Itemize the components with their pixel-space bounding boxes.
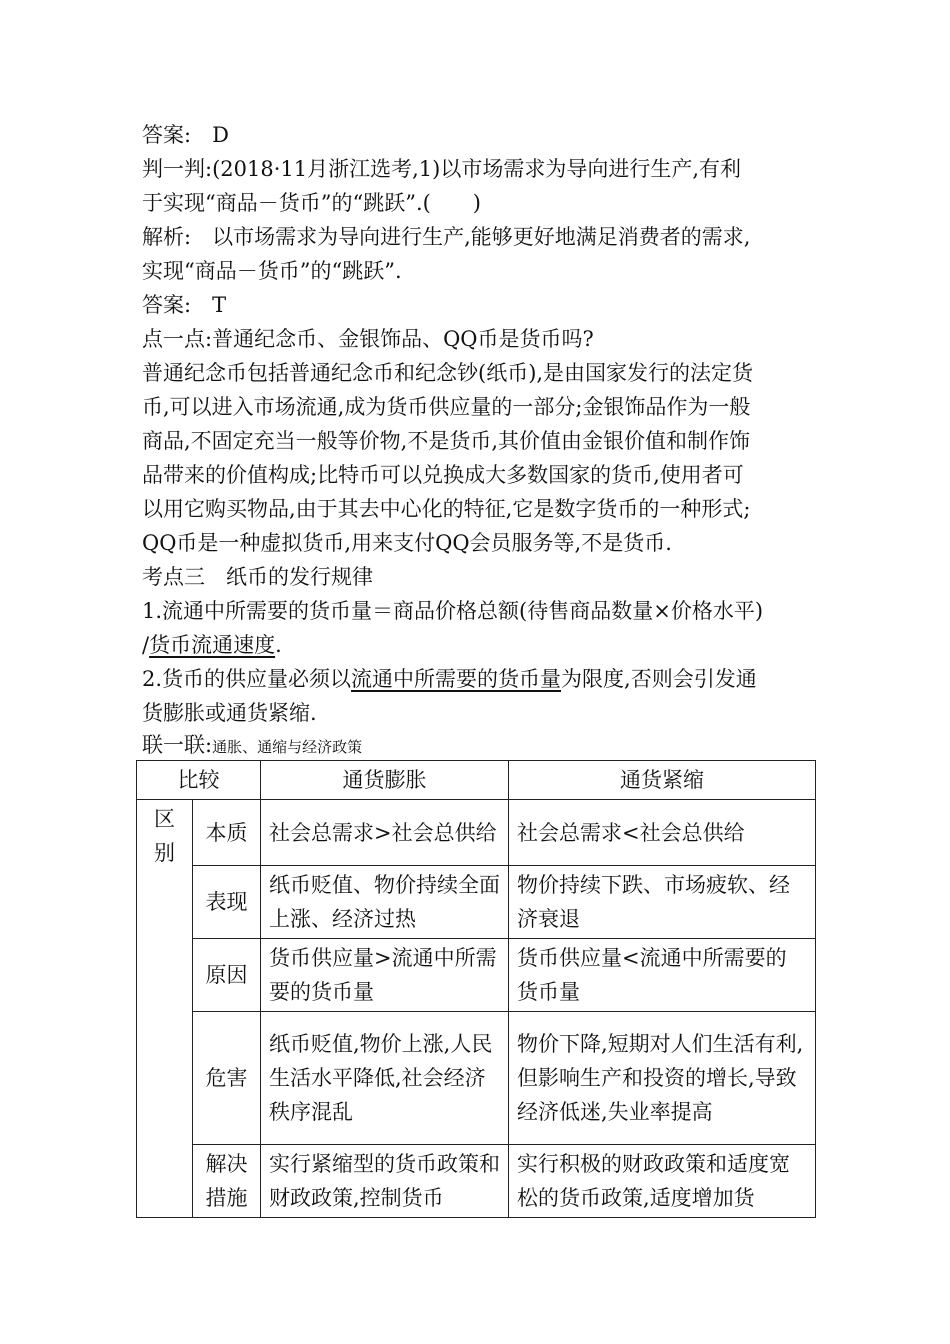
table-row bbox=[137, 866, 816, 939]
answer-line-2: 答案: T bbox=[142, 293, 227, 317]
deflation-cell: 社会总需求<社会总供给 bbox=[509, 800, 816, 866]
link-heading bbox=[142, 728, 362, 764]
underlined-term: 货币流通速度 bbox=[149, 633, 276, 657]
rule-2-line-2: 货膨胀或通货紧缩. bbox=[142, 701, 317, 725]
point-paragraph-line-2: 币,可以进入市场流通,成为货币供应量的一部分;金银饰品作为一般 bbox=[142, 395, 751, 419]
row-label: 原因 bbox=[193, 939, 261, 1012]
analysis-line-2: 实现“商品－货币”的“跳跃”. bbox=[142, 259, 402, 283]
header-compare: 比较 bbox=[137, 761, 261, 800]
point-paragraph-line-1: 普通纪念币包括普通纪念币和纪念钞(纸币),是由国家发行的法定货 bbox=[142, 361, 754, 385]
row-label: 表现 bbox=[193, 866, 261, 939]
comparison-table bbox=[136, 760, 816, 1218]
table-row bbox=[137, 1145, 816, 1218]
rule-1-line-2 bbox=[142, 628, 282, 662]
point-paragraph-line-6: QQ币是一种虚拟货币,用来支付QQ会员服务等,不是货币. bbox=[142, 531, 672, 555]
underlined-term: 流通中所需要的货币量 bbox=[351, 667, 562, 691]
link-label: 联一联: bbox=[142, 733, 213, 757]
rule-2-line-1 bbox=[142, 662, 757, 696]
group-label: 区 别 bbox=[137, 800, 193, 1218]
link-subtitle: 通胀、通缩与经济政策 bbox=[212, 738, 363, 756]
inflation-cell: 货币供应量>流通中所需要的货币量 bbox=[261, 939, 509, 1012]
table-row bbox=[137, 800, 816, 866]
inflation-cell: 纸币贬值,物价上涨,人民生活水平降低,社会经济秩序混乱 bbox=[261, 1012, 509, 1145]
deflation-cell: 物价持续下跌、市场疲软、经济衰退 bbox=[509, 866, 816, 939]
point-paragraph-line-5: 以用它购买物品,由于其去中心化的特征,它是数字货币的一种形式; bbox=[142, 497, 751, 521]
judge-question-line-1: 判一判:(2018·11月浙江选考,1)以市场需求为导向进行生产,有利 bbox=[142, 157, 742, 181]
answer-line-1: 答案: D bbox=[142, 123, 229, 147]
deflation-cell: 实行积极的财政政策和适度宽松的货币政策,适度增加货 bbox=[509, 1145, 816, 1218]
judge-question-line-2: 于实现“商品－货币”的“跳跃”.( ) bbox=[142, 191, 482, 215]
inflation-cell: 实行紧缩型的货币政策和财政政策,控制货币 bbox=[261, 1145, 509, 1218]
row-label: 危害 bbox=[193, 1012, 261, 1145]
slash: / bbox=[142, 633, 150, 657]
rule-1-line-1: 1.流通中所需要的货币量＝商品价格总额(待售商品数量×价格水平) bbox=[142, 599, 764, 623]
point-paragraph-line-3: 商品,不固定充当一般等价物,不是货币,其价值由金银价值和制作饰 bbox=[142, 429, 751, 453]
inflation-cell: 纸币贬值、物价持续全面上涨、经济过热 bbox=[261, 866, 509, 939]
row-label: 本质 bbox=[193, 800, 261, 866]
deflation-cell: 货币供应量<流通中所需要的货币量 bbox=[509, 939, 816, 1012]
inflation-cell: 社会总需求>社会总供给 bbox=[261, 800, 509, 866]
section-heading: 考点三 纸币的发行规律 bbox=[142, 565, 373, 589]
table-row bbox=[137, 939, 816, 1012]
deflation-cell: 物价下降,短期对人们生活有利,但影响生产和投资的增长,导致经济低迷,失业率提高 bbox=[509, 1012, 816, 1145]
period: . bbox=[275, 633, 282, 657]
table-row bbox=[137, 1012, 816, 1145]
header-inflation: 通货膨胀 bbox=[261, 761, 509, 800]
row-label: 解决措施 bbox=[193, 1145, 261, 1218]
point-question: 点一点:普通纪念币、金银饰品、QQ币是货币吗? bbox=[142, 327, 594, 351]
rule-2-prefix: 2.货币的供应量必须以 bbox=[142, 667, 352, 691]
rule-2-suffix: 为限度,否则会引发通 bbox=[561, 667, 757, 691]
header-deflation: 通货紧缩 bbox=[509, 761, 816, 800]
point-paragraph-line-4: 品带来的价值构成;比特币可以兑换成大多数国家的货币,使用者可 bbox=[142, 463, 744, 487]
analysis-line-1: 解析: 以市场需求为导向进行生产,能够更好地满足消费者的需求, bbox=[142, 225, 751, 249]
table-header-row bbox=[137, 761, 816, 800]
